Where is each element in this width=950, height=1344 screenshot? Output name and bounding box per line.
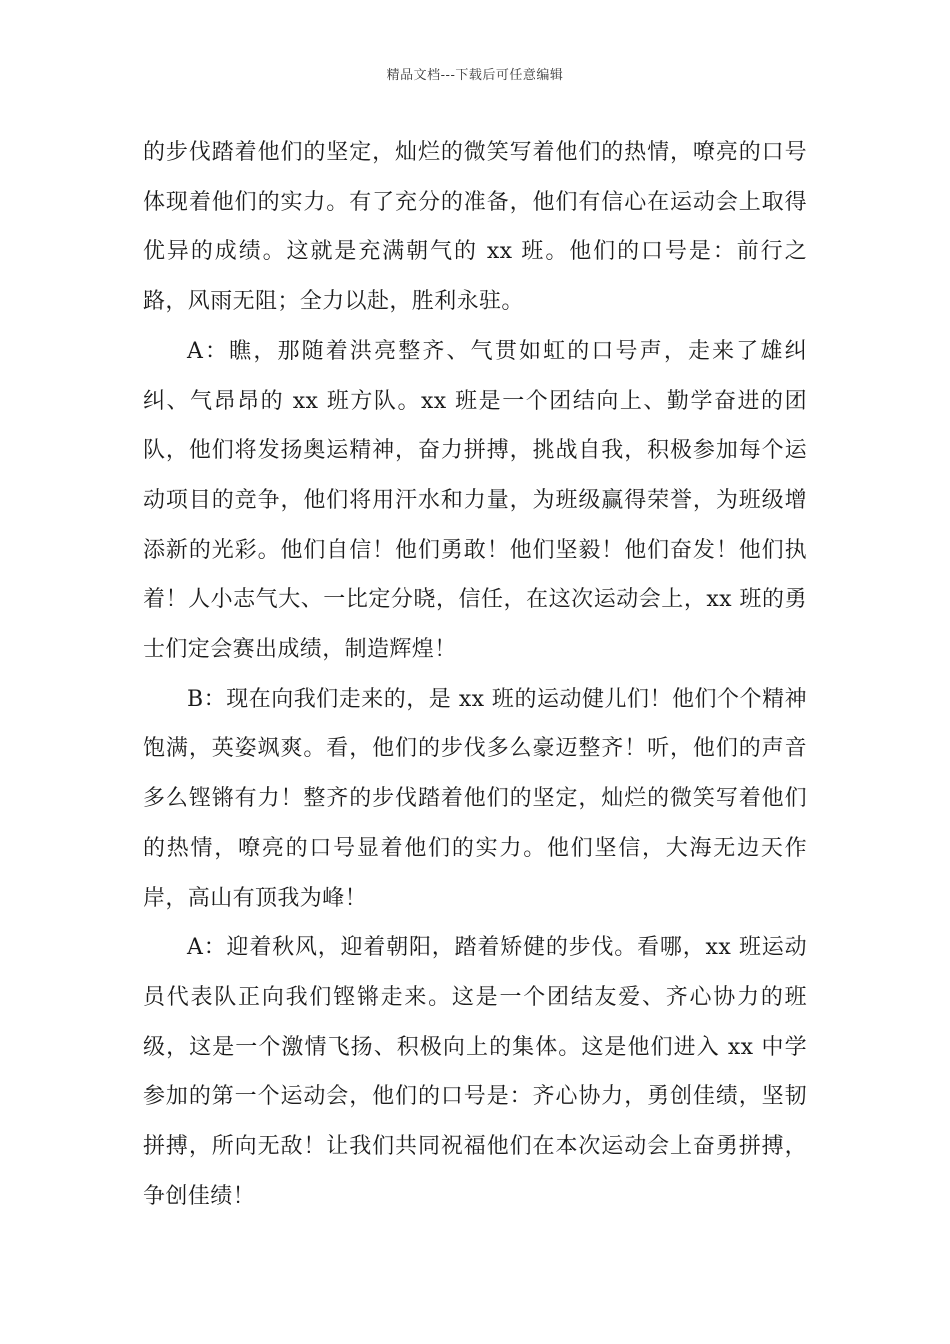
document-body xyxy=(143,128,807,1221)
paragraph-3: B：现在向我们走来的，是 xx 班的运动健儿们！他们个个精神饱满，英姿飒爽。看，他们的步伐多么豪迈整齐！听，他们的声音多么铿锵有力！整齐的步伐踏着他们的坚定，灿烂的微笑写着他们的热情，嘹亮的口号显着他们的实力。他们坚信，大海无边天作岸，高山有顶我为峰！ xyxy=(143,686,807,911)
paragraph-1: 的步伐踏着他们的坚定，灿烂的微笑写着他们的热情，嘹亮的口号体现着他们的实力。有了充分的准备，他们有信心在运动会上取得优异的成绩。这就是充满朝气的 xx 班。他们的口号是：前行之路，风雨无阻；全力以赴，胜利永驻。 xyxy=(143,140,807,315)
page-header: 精品文档---下载后可任意编辑 xyxy=(386,68,564,83)
paragraph-2: A：瞧，那随着洪亮整齐、气贯如虹的口号声，走来了雄纠纠、气昂昂的 xx 班方队。xx 班是一个团结向上、勤学奋进的团队，他们将发扬奥运精神，奋力拼搏，挑战自我，积极参加每个运动项目的竞争，他们将用汗水和力量，为班级赢得荣誉，为班级增添新的光彩。他们自信！他们勇敢！他们坚毅！他们奋发！他们执着！人小志气大、一比定分晓，信任，在这次运动会上，xx 班的勇士们定会赛出成绩，制造辉煌！ xyxy=(143,338,807,663)
paragraph-4: A：迎着秋风，迎着朝阳，踏着矫健的步伐。看哪，xx 班运动员代表队正向我们铿锵走来。这是一个团结友爱、齐心协力的班级，这是一个激情飞扬、积极向上的集体。这是他们进入 xx 中学参加的第一个运动会，他们的口号是：齐心协力，勇创佳绩，坚韧拼搏，所向无敌！让我们共同祝福他们在本次运动会上奋勇拼搏，争创佳绩！ xyxy=(143,935,807,1209)
